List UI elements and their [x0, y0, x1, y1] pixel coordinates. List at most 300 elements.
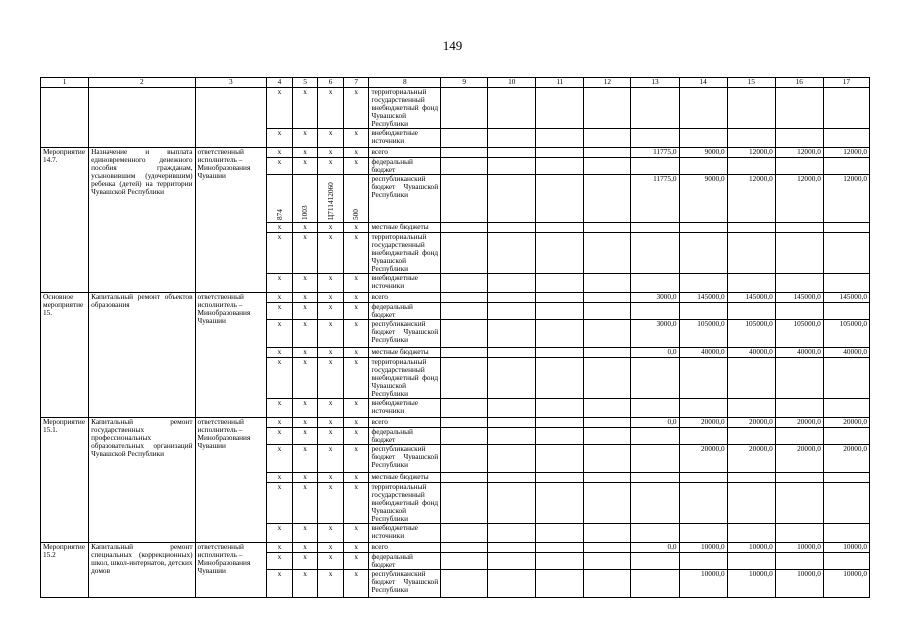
- amount-cell: 105000,0: [775, 320, 823, 348]
- code-x: x: [343, 473, 369, 483]
- amount-cell: 12000,0: [775, 148, 823, 158]
- code-x: x: [343, 88, 369, 129]
- amount-cell: [775, 358, 823, 399]
- code-x: x: [318, 483, 344, 524]
- empty-cell: [488, 483, 536, 524]
- code-x: x: [318, 418, 344, 428]
- code-x: x: [318, 129, 344, 148]
- code-x: x: [343, 158, 369, 175]
- amount-cell: 10000,0: [727, 543, 775, 553]
- amount-cell: [727, 399, 775, 418]
- code-x: x: [267, 148, 293, 158]
- empty-cell: [584, 428, 631, 445]
- funding-source: местные бюджеты: [369, 223, 441, 233]
- code-x: x: [267, 445, 293, 473]
- empty-cell: [441, 553, 488, 570]
- amount-cell: [631, 88, 679, 129]
- amount-cell: 9000,0: [679, 148, 727, 158]
- measure-name: Капитальный ремонт государственных профессиональных образовательных организаций Чувашской Республики: [89, 418, 195, 543]
- code-x: x: [318, 399, 344, 418]
- amount-cell: 40000,0: [775, 348, 823, 358]
- amount-cell: [727, 88, 775, 129]
- amount-cell: [775, 399, 823, 418]
- measure-name: Назначение и выплата единовременного денежного пособия гражданам, усыновившим (удочерившим) ребенка (детей) на территории Чувашской Республики: [89, 148, 195, 293]
- code-x: x: [318, 543, 344, 553]
- amount-cell: 0,0: [631, 543, 679, 553]
- budget-code: Ц711412060: [318, 175, 344, 223]
- empty-cell: [441, 223, 488, 233]
- code-x: x: [292, 570, 318, 598]
- code-x: x: [267, 543, 293, 553]
- code-x: x: [292, 320, 318, 348]
- funding-source: республиканский бюджет Чувашской Республики: [369, 445, 441, 473]
- empty-cell: [488, 553, 536, 570]
- code-x: x: [343, 543, 369, 553]
- amount-cell: [679, 524, 727, 543]
- code-x: x: [318, 553, 344, 570]
- code-x: x: [343, 418, 369, 428]
- header-cell: 14: [679, 78, 727, 88]
- empty-cell: [488, 129, 536, 148]
- measure-number: [41, 88, 89, 148]
- empty-cell: [441, 303, 488, 320]
- amount-cell: [727, 553, 775, 570]
- amount-cell: [727, 129, 775, 148]
- empty-cell: [584, 553, 631, 570]
- amount-cell: [775, 158, 823, 175]
- code-x: x: [343, 553, 369, 570]
- amount-cell: [631, 223, 679, 233]
- header-cell: 1: [41, 78, 89, 88]
- empty-cell: [441, 418, 488, 428]
- empty-cell: [536, 348, 584, 358]
- empty-cell: [584, 233, 631, 274]
- budget-code: 874: [267, 175, 293, 223]
- amount-cell: [631, 445, 679, 473]
- empty-cell: [584, 293, 631, 303]
- executor-role: ответственный исполнитель –: [197, 417, 244, 434]
- amount-cell: 40000,0: [823, 348, 869, 358]
- code-x: x: [267, 233, 293, 274]
- code-x: x: [318, 358, 344, 399]
- funding-source: федеральный бюджет: [369, 158, 441, 175]
- empty-cell: [441, 399, 488, 418]
- amount-cell: [631, 233, 679, 274]
- executor: [195, 148, 267, 293]
- empty-cell: [584, 399, 631, 418]
- amount-cell: [679, 233, 727, 274]
- amount-cell: [823, 473, 869, 483]
- empty-cell: [536, 543, 584, 553]
- amount-cell: [679, 223, 727, 233]
- code-x: x: [292, 358, 318, 399]
- amount-cell: 10000,0: [775, 570, 823, 598]
- amount-cell: [679, 399, 727, 418]
- empty-cell: [536, 358, 584, 399]
- amount-cell: 20000,0: [823, 418, 869, 428]
- empty-cell: [488, 348, 536, 358]
- amount-cell: [631, 428, 679, 445]
- amount-cell: [775, 483, 823, 524]
- code-x: x: [267, 483, 293, 524]
- amount-cell: 145000,0: [679, 293, 727, 303]
- amount-cell: [727, 303, 775, 320]
- executor: [195, 293, 267, 418]
- empty-cell: [488, 445, 536, 473]
- header-cell: 7: [343, 78, 369, 88]
- measure-name: Капитальный ремонт специальных (коррекционных) школ, школ-интернатов, детских домов: [89, 543, 195, 598]
- amount-cell: [679, 158, 727, 175]
- amount-cell: [631, 399, 679, 418]
- empty-cell: [584, 303, 631, 320]
- amount-cell: 10000,0: [775, 543, 823, 553]
- empty-cell: [536, 553, 584, 570]
- amount-cell: [679, 129, 727, 148]
- header-cell: 2: [89, 78, 195, 88]
- funding-source: внебюджетные источники: [369, 399, 441, 418]
- measure-number: Мероприятие 14.7.: [41, 148, 89, 293]
- code-x: x: [292, 524, 318, 543]
- code-x: x: [343, 293, 369, 303]
- empty-cell: [488, 418, 536, 428]
- empty-cell: [584, 158, 631, 175]
- empty-cell: [488, 88, 536, 129]
- table-row: [41, 148, 870, 158]
- code-x: x: [267, 399, 293, 418]
- empty-cell: [441, 483, 488, 524]
- amount-cell: [727, 233, 775, 274]
- amount-cell: [727, 473, 775, 483]
- empty-cell: [441, 524, 488, 543]
- empty-cell: [536, 148, 584, 158]
- code-x: x: [267, 348, 293, 358]
- amount-cell: 9000,0: [679, 175, 727, 223]
- code-x: x: [343, 129, 369, 148]
- code-x: x: [318, 88, 344, 129]
- empty-cell: [488, 175, 536, 223]
- empty-cell: [441, 129, 488, 148]
- empty-cell: [441, 358, 488, 399]
- code-x: x: [292, 445, 318, 473]
- code-x: x: [343, 428, 369, 445]
- code-x: x: [343, 274, 369, 293]
- empty-cell: [488, 233, 536, 274]
- empty-cell: [584, 445, 631, 473]
- empty-cell: [488, 524, 536, 543]
- code-x: x: [318, 473, 344, 483]
- amount-cell: [775, 524, 823, 543]
- amount-cell: 3000,0: [631, 293, 679, 303]
- amount-cell: [775, 129, 823, 148]
- empty-cell: [536, 445, 584, 473]
- header-cell: 13: [631, 78, 679, 88]
- amount-cell: [727, 524, 775, 543]
- empty-cell: [536, 293, 584, 303]
- amount-cell: [823, 399, 869, 418]
- amount-cell: 10000,0: [679, 543, 727, 553]
- empty-cell: [536, 303, 584, 320]
- measure-number: Основное мероприятие 15.: [41, 293, 89, 418]
- amount-cell: [631, 274, 679, 293]
- code-x: x: [343, 358, 369, 399]
- code-x: x: [343, 148, 369, 158]
- code-x: x: [267, 553, 293, 570]
- empty-cell: [488, 274, 536, 293]
- empty-cell: [584, 223, 631, 233]
- amount-cell: 3000,0: [631, 320, 679, 348]
- empty-cell: [488, 223, 536, 233]
- empty-cell: [584, 320, 631, 348]
- code-x: x: [292, 233, 318, 274]
- empty-cell: [536, 223, 584, 233]
- empty-cell: [441, 148, 488, 158]
- empty-cell: [536, 524, 584, 543]
- code-x: x: [292, 88, 318, 129]
- amount-cell: [727, 483, 775, 524]
- empty-cell: [584, 274, 631, 293]
- amount-cell: [631, 553, 679, 570]
- empty-cell: [441, 293, 488, 303]
- amount-cell: [775, 233, 823, 274]
- header-cell: 11: [536, 78, 584, 88]
- table-row: [41, 88, 870, 129]
- empty-cell: [584, 543, 631, 553]
- empty-cell: [584, 483, 631, 524]
- executor: [195, 88, 267, 148]
- code-x: x: [318, 524, 344, 543]
- amount-cell: [631, 524, 679, 543]
- empty-cell: [584, 418, 631, 428]
- executor-org: Минобразования Чувашии: [197, 433, 251, 450]
- amount-cell: [727, 358, 775, 399]
- code-x: x: [267, 293, 293, 303]
- empty-cell: [536, 399, 584, 418]
- empty-cell: [488, 428, 536, 445]
- code-x: x: [292, 274, 318, 293]
- header-cell: 15: [727, 78, 775, 88]
- code-x: x: [318, 570, 344, 598]
- empty-cell: [441, 175, 488, 223]
- code-x: x: [292, 158, 318, 175]
- empty-cell: [584, 473, 631, 483]
- code-x: x: [267, 570, 293, 598]
- code-x: x: [292, 303, 318, 320]
- amount-cell: [631, 358, 679, 399]
- empty-cell: [584, 524, 631, 543]
- empty-cell: [584, 570, 631, 598]
- executor: [195, 543, 267, 598]
- code-x: x: [343, 399, 369, 418]
- code-x: x: [318, 303, 344, 320]
- amount-cell: [823, 428, 869, 445]
- code-x: x: [343, 320, 369, 348]
- code-x: x: [267, 418, 293, 428]
- budget-code: 1003: [292, 175, 318, 223]
- empty-cell: [488, 158, 536, 175]
- code-x: x: [318, 148, 344, 158]
- code-x: x: [292, 473, 318, 483]
- amount-cell: 0,0: [631, 418, 679, 428]
- code-x: x: [267, 303, 293, 320]
- empty-cell: [441, 158, 488, 175]
- measure-name: [89, 88, 195, 148]
- funding-source: федеральный бюджет: [369, 553, 441, 570]
- amount-cell: [823, 233, 869, 274]
- funding-source: внебюджетные источники: [369, 524, 441, 543]
- code-x: x: [318, 428, 344, 445]
- amount-cell: 20000,0: [775, 445, 823, 473]
- empty-cell: [488, 303, 536, 320]
- code-x: x: [267, 473, 293, 483]
- executor: [195, 418, 267, 543]
- code-x: x: [267, 129, 293, 148]
- code-x: x: [267, 158, 293, 175]
- code-x: x: [292, 223, 318, 233]
- amount-cell: [775, 274, 823, 293]
- amount-cell: [823, 223, 869, 233]
- measure-number: Мероприятие 15.2: [41, 543, 89, 598]
- code-x: x: [292, 348, 318, 358]
- amount-cell: 11775,0: [631, 175, 679, 223]
- header-cell: 3: [195, 78, 267, 88]
- amount-cell: [823, 88, 869, 129]
- amount-cell: [679, 553, 727, 570]
- amount-cell: 20000,0: [679, 418, 727, 428]
- budget-code: 500: [343, 175, 369, 223]
- header-cell: 4: [267, 78, 293, 88]
- empty-cell: [584, 88, 631, 129]
- empty-cell: [536, 158, 584, 175]
- amount-cell: 10000,0: [679, 570, 727, 598]
- amount-cell: 145000,0: [823, 293, 869, 303]
- code-x: x: [318, 274, 344, 293]
- funding-source: всего: [369, 148, 441, 158]
- amount-cell: [727, 274, 775, 293]
- amount-cell: 20000,0: [775, 418, 823, 428]
- code-x: x: [318, 445, 344, 473]
- amount-cell: [679, 88, 727, 129]
- header-cell: 17: [823, 78, 869, 88]
- empty-cell: [441, 473, 488, 483]
- amount-cell: [775, 473, 823, 483]
- funding-source: внебюджетные источники: [369, 274, 441, 293]
- amount-cell: [823, 303, 869, 320]
- amount-cell: 145000,0: [775, 293, 823, 303]
- empty-cell: [584, 348, 631, 358]
- amount-cell: 12000,0: [823, 175, 869, 223]
- code-x: x: [318, 158, 344, 175]
- header-cell: 16: [775, 78, 823, 88]
- empty-cell: [536, 88, 584, 129]
- amount-cell: [823, 553, 869, 570]
- amount-cell: [775, 88, 823, 129]
- funding-source: всего: [369, 543, 441, 553]
- amount-cell: [775, 223, 823, 233]
- code-x: x: [292, 418, 318, 428]
- executor-role: ответственный исполнитель –: [197, 292, 244, 309]
- funding-source: местные бюджеты: [369, 348, 441, 358]
- code-x: x: [318, 223, 344, 233]
- amount-cell: [631, 570, 679, 598]
- empty-cell: [488, 473, 536, 483]
- empty-cell: [488, 293, 536, 303]
- code-x: x: [267, 358, 293, 399]
- amount-cell: 20000,0: [679, 445, 727, 473]
- code-x: x: [292, 148, 318, 158]
- code-x: x: [343, 524, 369, 543]
- amount-cell: 20000,0: [823, 445, 869, 473]
- header-cell: 10: [488, 78, 536, 88]
- amount-cell: 12000,0: [727, 148, 775, 158]
- amount-cell: [679, 274, 727, 293]
- amount-cell: 10000,0: [727, 570, 775, 598]
- amount-cell: 40000,0: [679, 348, 727, 358]
- empty-cell: [488, 358, 536, 399]
- amount-cell: 0,0: [631, 348, 679, 358]
- code-x: x: [318, 233, 344, 274]
- amount-cell: [823, 358, 869, 399]
- funding-source: территориальный государственный внебюджетный фонд Чувашской Республики: [369, 233, 441, 274]
- empty-cell: [536, 274, 584, 293]
- header-cell: 12: [584, 78, 631, 88]
- amount-cell: 11775,0: [631, 148, 679, 158]
- amount-cell: 105000,0: [727, 320, 775, 348]
- amount-cell: 20000,0: [727, 418, 775, 428]
- amount-cell: [823, 524, 869, 543]
- amount-cell: [679, 358, 727, 399]
- header-row: [41, 78, 870, 88]
- empty-cell: [441, 274, 488, 293]
- code-x: x: [292, 428, 318, 445]
- amount-cell: [775, 428, 823, 445]
- funding-source: внебюджетные источники: [369, 129, 441, 148]
- executor-org: Минобразования Чувашии: [197, 558, 251, 575]
- funding-source: республиканский бюджет Чувашской Республики: [369, 570, 441, 598]
- code-x: x: [318, 320, 344, 348]
- amount-cell: 145000,0: [727, 293, 775, 303]
- code-x: x: [318, 293, 344, 303]
- empty-cell: [488, 399, 536, 418]
- header-cell: 5: [292, 78, 318, 88]
- code-x: x: [267, 320, 293, 348]
- amount-cell: 10000,0: [823, 543, 869, 553]
- executor-role: ответственный исполнитель –: [197, 542, 244, 559]
- executor-role: ответственный исполнитель –: [197, 147, 244, 164]
- amount-cell: 12000,0: [775, 175, 823, 223]
- empty-cell: [441, 320, 488, 348]
- header-cell: 6: [318, 78, 344, 88]
- amount-cell: [679, 473, 727, 483]
- amount-cell: [823, 483, 869, 524]
- empty-cell: [584, 148, 631, 158]
- amount-cell: [823, 274, 869, 293]
- empty-cell: [536, 129, 584, 148]
- measure-name: Капитальный ремонт объектов образования: [89, 293, 195, 418]
- header-cell: 8: [369, 78, 441, 88]
- funding-source: федеральный бюджет: [369, 428, 441, 445]
- amount-cell: 105000,0: [823, 320, 869, 348]
- amount-cell: 20000,0: [727, 445, 775, 473]
- empty-cell: [536, 473, 584, 483]
- amount-cell: [727, 428, 775, 445]
- code-x: x: [292, 399, 318, 418]
- amount-cell: 12000,0: [727, 175, 775, 223]
- code-x: x: [292, 293, 318, 303]
- amount-cell: [631, 473, 679, 483]
- table-row: [41, 543, 870, 553]
- code-x: x: [343, 223, 369, 233]
- empty-cell: [536, 418, 584, 428]
